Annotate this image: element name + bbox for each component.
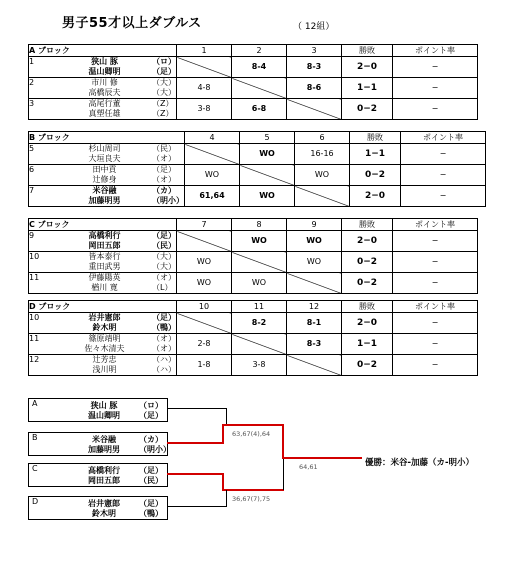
player-name: 岩井憲郎 <box>57 313 152 324</box>
winloss-value: 2−0 <box>342 313 393 334</box>
team-number: 11 <box>29 334 58 345</box>
winloss-header: 勝敗 <box>350 132 401 144</box>
winloss-header: 勝敗 <box>342 219 393 231</box>
team-number: 1 <box>29 57 58 68</box>
player-name: 狭山 豚 <box>57 57 152 68</box>
player-name: 杉山周司 <box>57 144 152 155</box>
points-header: ポイント率 <box>393 219 478 231</box>
col-header: 2 <box>232 45 287 57</box>
self-match-cell <box>287 99 342 120</box>
semifinal-score: 36,67(7),75 <box>232 495 271 503</box>
self-match-cell <box>185 144 240 165</box>
bracket-line <box>226 490 227 507</box>
self-match-cell <box>232 334 287 355</box>
block-a-heading: A ブロック <box>29 45 177 57</box>
col-header: 3 <box>287 45 342 57</box>
player-name: 市川 修 <box>57 78 152 89</box>
player-affiliation: （ロ） <box>152 57 176 66</box>
col-header: 9 <box>287 219 342 231</box>
slot-letter: A <box>32 399 38 408</box>
col-header: 7 <box>177 219 232 231</box>
self-match-cell <box>177 57 232 78</box>
points-value: − <box>401 144 486 165</box>
player-name: 温山卿明 <box>57 67 152 78</box>
player-name: 重田武男 <box>57 262 152 273</box>
match-score: WO <box>295 165 350 186</box>
winloss-header: 勝敗 <box>342 301 393 313</box>
player-affiliation: （オ） <box>152 344 176 353</box>
match-score: WO <box>177 252 232 273</box>
slot-letter: C <box>32 464 38 473</box>
match-score: WO <box>240 186 295 207</box>
player-name: 皆本泰行 <box>57 252 152 263</box>
winloss-value: 2−0 <box>342 231 393 252</box>
winloss-value: 0−2 <box>350 165 401 186</box>
winner-line <box>222 424 284 426</box>
player-name: 田中貢 <box>57 165 152 176</box>
player-affiliation: （大） <box>152 88 176 97</box>
player-affiliation: （オ） <box>152 175 185 186</box>
team-number: 2 <box>29 78 58 89</box>
match-score: WO <box>287 231 342 252</box>
points-value: − <box>401 186 486 207</box>
player-name: 米谷融 <box>92 435 116 444</box>
player-affiliation: （Z） <box>152 99 177 110</box>
match-score: WO <box>185 165 240 186</box>
player-affiliation: （鴨） <box>139 509 163 518</box>
winloss-value: 1−1 <box>342 334 393 355</box>
champion-label: 優勝：米谷-加藤（カ-明小） <box>365 458 475 468</box>
points-value: − <box>393 355 478 376</box>
self-match-cell <box>287 273 342 294</box>
points-value: − <box>393 99 478 120</box>
winloss-value: 0−2 <box>342 273 393 294</box>
match-score: 8-4 <box>232 57 287 78</box>
player-affiliation: （足） <box>139 466 163 475</box>
player-name: 真塑任雄 <box>57 109 152 120</box>
player-affiliation: （明小） <box>152 196 184 205</box>
player-affiliation: （足） <box>152 313 176 322</box>
team-number: 3 <box>29 99 58 110</box>
final-score: 64,61 <box>299 463 318 471</box>
match-score: WO <box>232 231 287 252</box>
winner-line <box>167 473 224 475</box>
match-score: 8-3 <box>287 334 342 355</box>
winloss-value: 2−0 <box>350 186 401 207</box>
team-number: 10 <box>29 313 58 324</box>
player-name: 高尾行董 <box>57 99 152 110</box>
match-score: 8-6 <box>287 78 342 99</box>
col-header: 10 <box>177 301 232 313</box>
points-header: ポイント率 <box>401 132 486 144</box>
player-name: 高橋辰夫 <box>57 88 152 99</box>
points-value: − <box>393 78 478 99</box>
points-header: ポイント率 <box>393 301 478 313</box>
self-match-cell <box>177 313 232 334</box>
match-score: WO <box>287 252 342 273</box>
player-name: 加藤明男 <box>88 445 120 454</box>
player-affiliation: （ハ） <box>152 355 176 364</box>
bracket-line <box>226 408 227 425</box>
bracket-line <box>283 459 284 490</box>
winloss-value: 0−2 <box>342 252 393 273</box>
team-number: 10 <box>29 252 58 263</box>
team-number: 9 <box>29 231 58 242</box>
bracket-slot-b <box>28 432 171 456</box>
player-affiliation: （Z） <box>152 109 177 120</box>
winner-line <box>222 489 284 491</box>
match-score: 4-8 <box>177 78 232 99</box>
match-score: WO <box>240 144 295 165</box>
block-a-table <box>28 44 478 120</box>
winloss-value: 2−0 <box>342 57 393 78</box>
col-header: 1 <box>177 45 232 57</box>
winner-line <box>222 425 224 444</box>
block-d-heading: D ブロック <box>29 301 177 313</box>
player-name: 鈴木明 <box>92 509 116 518</box>
page-title: 男子55才以上ダブルス <box>62 16 202 31</box>
block-b-heading: B ブロック <box>29 132 185 144</box>
col-header: 4 <box>185 132 240 144</box>
match-score: 3-8 <box>177 99 232 120</box>
player-affiliation: （カ） <box>152 186 185 197</box>
player-affiliation: （大） <box>152 78 176 87</box>
player-name: 大垣良夫 <box>57 154 152 165</box>
winloss-value: 1−1 <box>350 144 401 165</box>
match-score: 8-1 <box>287 313 342 334</box>
player-name: 辻修身 <box>57 175 152 186</box>
player-name: 鈴木明 <box>57 323 152 334</box>
col-header: 8 <box>232 219 287 231</box>
winloss-header: 勝敗 <box>342 45 393 57</box>
player-affiliation: （民） <box>139 476 163 485</box>
semifinal-score: 63,67(4),64 <box>232 430 271 438</box>
player-affiliation: （L） <box>152 283 177 294</box>
player-affiliation: （ハ） <box>152 365 176 374</box>
player-affiliation: （足） <box>139 411 163 420</box>
points-value: − <box>393 313 478 334</box>
player-affiliation: （オ） <box>152 273 176 282</box>
match-score: 2-8 <box>177 334 232 355</box>
player-name: 伊藤陽英 <box>57 273 152 284</box>
player-name: 浅川明 <box>57 365 152 376</box>
winloss-value: 1−1 <box>342 78 393 99</box>
points-value: − <box>393 252 478 273</box>
self-match-cell <box>287 355 342 376</box>
points-value: − <box>393 231 478 252</box>
points-value: − <box>401 165 486 186</box>
slot-letter: B <box>32 433 38 442</box>
self-match-cell <box>295 186 350 207</box>
player-affiliation: （鴨） <box>152 323 176 332</box>
player-name: 篠原靖明 <box>57 334 152 345</box>
player-name: 楢川 寛 <box>57 283 152 294</box>
team-number: 7 <box>29 186 58 197</box>
bracket-slot-a <box>28 398 168 422</box>
self-match-cell <box>177 231 232 252</box>
match-score: WO <box>177 273 232 294</box>
player-affiliation: （大） <box>152 252 176 261</box>
winner-line <box>282 424 284 459</box>
player-name: 高橋利行 <box>57 231 152 242</box>
slot-letter: D <box>32 497 39 506</box>
player-name: 岩井憲郎 <box>88 499 120 508</box>
team-number: 6 <box>29 165 58 176</box>
team-number: 12 <box>29 355 58 366</box>
bracket-line <box>167 408 226 409</box>
col-header: 11 <box>232 301 287 313</box>
winloss-value: 0−2 <box>342 99 393 120</box>
self-match-cell <box>232 252 287 273</box>
player-affiliation: （大） <box>152 262 176 271</box>
player-affiliation: （カ） <box>139 435 163 444</box>
team-number: 5 <box>29 144 58 155</box>
match-score: 6-8 <box>232 99 287 120</box>
player-affiliation: （オ） <box>152 334 176 343</box>
player-name: 狭山 豚 <box>90 401 118 410</box>
block-d-table <box>28 300 478 376</box>
player-affiliation: （足） <box>152 165 185 176</box>
player-name: 佐々木清夫 <box>57 344 152 355</box>
match-score: WO <box>232 273 287 294</box>
player-name: 温山卿明 <box>88 411 120 420</box>
bracket-slot-d <box>28 496 168 520</box>
col-header: 5 <box>240 132 295 144</box>
player-name: 岡田五郎 <box>88 476 120 485</box>
player-affiliation: （足） <box>152 67 176 76</box>
player-affiliation: （オ） <box>152 154 185 165</box>
winloss-value: 0−2 <box>342 355 393 376</box>
player-name: 岡田五郎 <box>57 241 152 252</box>
block-b-table <box>28 131 486 207</box>
col-header: 6 <box>295 132 350 144</box>
col-header: 12 <box>287 301 342 313</box>
bracket-line <box>167 506 226 507</box>
winner-line <box>167 442 224 444</box>
bracket-slot-c <box>28 463 168 487</box>
match-score: 16-16 <box>295 144 350 165</box>
player-affiliation: （足） <box>152 231 176 240</box>
player-name: 辻芳忠 <box>57 355 152 366</box>
block-c-heading: C ブロック <box>29 219 177 231</box>
self-match-cell <box>240 165 295 186</box>
winner-line <box>282 457 362 459</box>
player-name: 加藤明男 <box>57 196 152 207</box>
player-name: 米谷融 <box>57 186 152 197</box>
group-count: （ 12組） <box>293 22 335 32</box>
match-score: 3-8 <box>232 355 287 376</box>
points-header: ポイント率 <box>393 45 478 57</box>
points-value: − <box>393 57 478 78</box>
player-affiliation: （民） <box>152 241 176 250</box>
match-score: 8-2 <box>232 313 287 334</box>
player-name: 高橋利行 <box>88 466 120 475</box>
self-match-cell <box>232 78 287 99</box>
player-affiliation: （ロ） <box>139 401 163 410</box>
block-c-table <box>28 218 478 294</box>
player-affiliation: （足） <box>139 499 163 508</box>
match-score: 61,64 <box>185 186 240 207</box>
match-score: 8-3 <box>287 57 342 78</box>
team-number: 11 <box>29 273 58 284</box>
player-affiliation: （明小） <box>139 445 171 454</box>
player-affiliation: （民） <box>152 144 185 155</box>
points-value: − <box>393 334 478 355</box>
points-value: − <box>393 273 478 294</box>
match-score: 1-8 <box>177 355 232 376</box>
